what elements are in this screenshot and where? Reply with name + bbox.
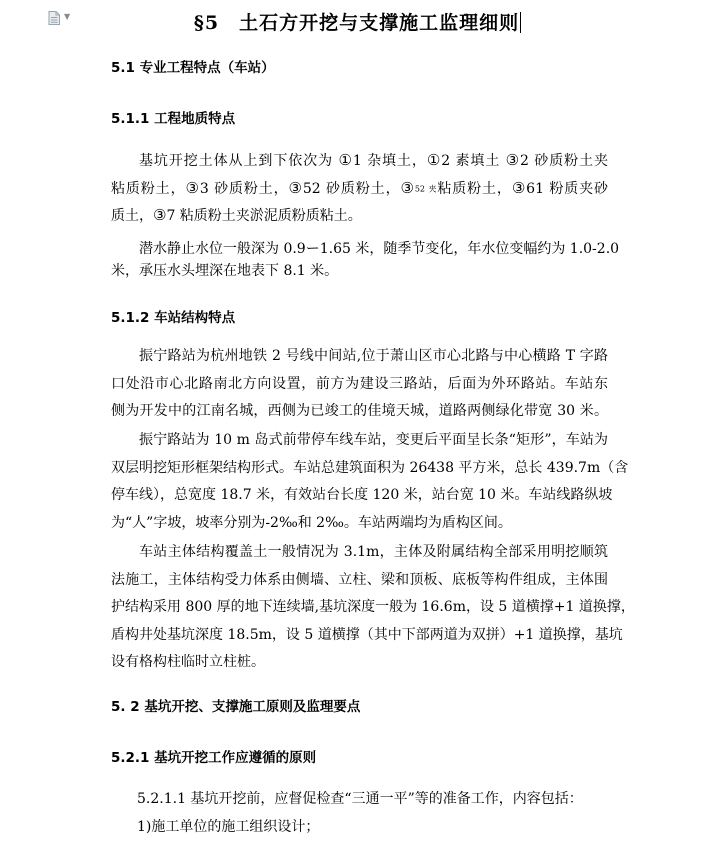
text-line: 口处沿市心北路南北方向设置，前方为建设三路站，后面为外环路站。车站东 xyxy=(111,375,608,392)
text-line: 米，承压水头埋深在地表下 8.1 米。 xyxy=(111,263,339,279)
paragraph-structure-3 xyxy=(111,539,635,677)
text-line: 护结构采用 800 厚的地下连续墙,基坑深度一般为 16.6m，设 5 道横撑+1 道换撑， xyxy=(111,599,635,615)
text-line: 振宁路站为杭州地铁 2 号线中间站,位于萧山区市心北路与中心横路 T 字路 xyxy=(139,348,608,364)
text-line: 粘质粉土，③3 砂质粉土，③52 砂质粉土，③52 夹粘质粉土，③61 粉质夹砂 xyxy=(111,178,609,197)
text-line: 侧为开发中的江南名城，西侧为已竣工的佳境天城，道路两侧绿化带宽 30 米。 xyxy=(111,403,608,419)
heading-5-2-1: 5.2.1 基坑开挖工作应遵循的原则 xyxy=(111,750,317,766)
text-line: 双层明挖矩形框架结构形式。车站总建筑面积为 26438 平方米，总长 439.7m（含 xyxy=(111,459,629,476)
text-line: 潜水静止水位一般深为 0.9ー1.65 米，随季节变化，年水位变幅约为 1.0-2.0 xyxy=(139,241,620,257)
text-line: 停车线），总宽度 18.7 米，有效站台长度 120 米，站台宽 10 米。车站线路纵坡 xyxy=(111,487,613,503)
paragraph-structure-1 xyxy=(111,343,608,426)
heading-5-1: 5.1 专业工程特点（车站） xyxy=(111,60,275,76)
item-5-2-1-1: 5.2.1.1 基坑开挖前，应督促检查“三通一平”等的准备工作，内容包括： xyxy=(137,791,583,807)
page-title: §5 土石方开挖与支撑施工监理细则 xyxy=(193,12,520,34)
list-item: 1)施工单位的施工组织设计； xyxy=(137,819,320,835)
chevron-down-icon[interactable]: ▼ xyxy=(64,12,71,21)
text-line: 为“人”字坡，坡率分别为-2‰和 2‰。车站两端均为盾构区间。 xyxy=(111,514,512,531)
paragraph-geology-1 xyxy=(111,147,608,230)
text-line: 基坑开挖土体从上到下依次为 ①1 杂填土，①2 素填土 ③2 砂质粉土夹 xyxy=(139,151,609,169)
heading-5-1-2: 5.1.2 车站结构特点 xyxy=(111,310,236,326)
paragraph-structure-2 xyxy=(111,427,629,537)
heading-5-1-1: 5.1.1 工程地质特点 xyxy=(111,111,236,127)
text-line: 法施工，主体结构受力体系由侧墙、立柱、梁和顶板、底板等构件组成，主体围 xyxy=(111,571,608,588)
heading-5-2: 5. 2 基坑开挖、支撑施工原则及监理要点 xyxy=(111,699,361,715)
text-line: 车站主体结构覆盖土一般情况为 3.1m，主体及附属结构全部采用明挖顺筑 xyxy=(139,544,608,560)
text-line: 盾构井处基坑深度 18.5m，设 5 道横撑（其中下部两道为双拼）+1 道换撑，基坑 xyxy=(111,626,623,643)
text-line: 设有格构柱临时立柱桩。 xyxy=(111,654,265,670)
text-line: 振宁路站为 10 m 岛式前带停车线车站，变更后平面呈长条“矩形”，车站为 xyxy=(139,432,608,448)
text-cursor xyxy=(520,12,521,33)
text-line: 质土，③7 粘质粉土夹淤泥质粉质粘土。 xyxy=(111,206,362,224)
paragraph-geology-2 xyxy=(111,238,620,282)
